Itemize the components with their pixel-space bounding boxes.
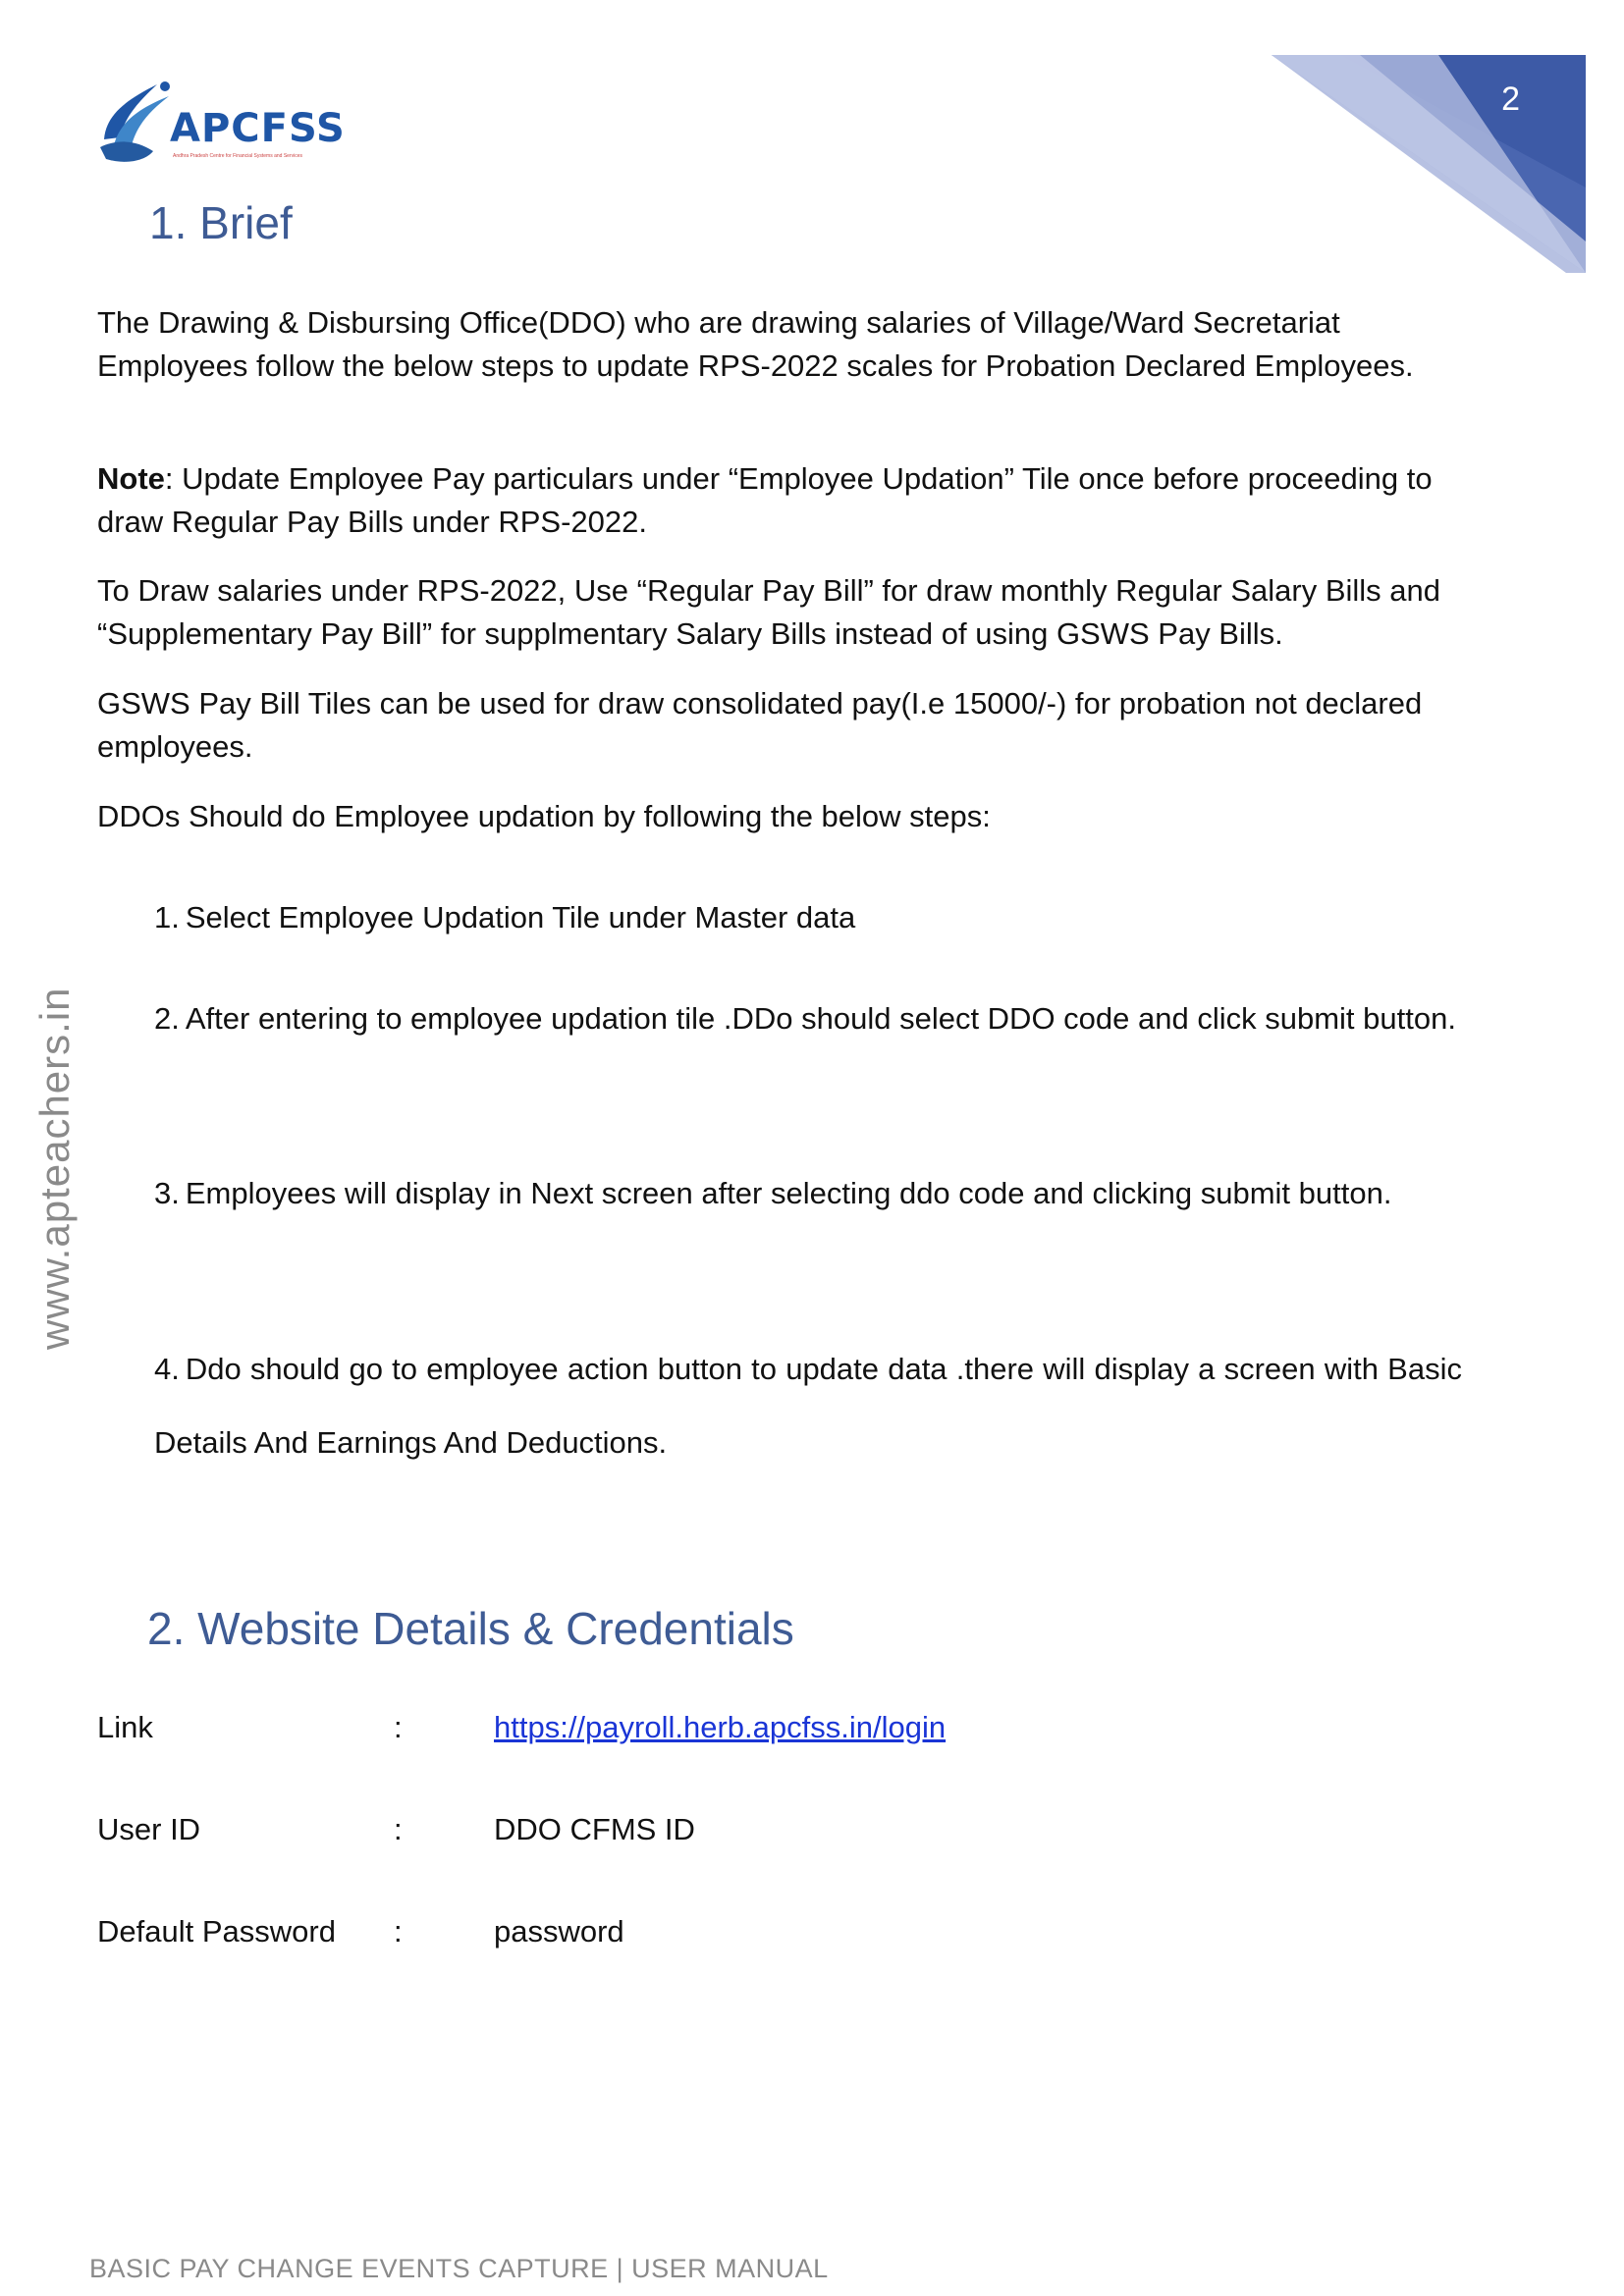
steps-intro: DDOs Should do Employee updation by following the below steps: bbox=[97, 799, 991, 833]
note-paragraph bbox=[97, 457, 1472, 544]
footer-text: BASIC PAY CHANGE EVENTS CAPTURE | USER MANUAL bbox=[89, 2254, 829, 2283]
step-item bbox=[154, 1332, 1462, 1479]
step-text: Select Employee Updation Tile under Master data bbox=[185, 900, 856, 934]
page-number: 2 bbox=[1501, 80, 1520, 118]
step-item bbox=[154, 982, 1462, 1055]
step-text: Employees will display in Next screen after selecting ddo code and clicking submit button. bbox=[185, 1176, 1392, 1210]
intro-paragraph: The Drawing & Disbursing Office(DDO) who are drawing salaries of Village/Ward Secretariat Employees follow the below steps to update RPS-2022 scales for Probation Declared Employees. bbox=[97, 305, 1414, 383]
note-text: : Update Employee Pay particulars under “Employee Updation” Tile once before proceeding to draw Regular Pay Bills under RPS-2022. bbox=[97, 461, 1433, 539]
credential-value: password bbox=[494, 1914, 624, 1949]
step-number: 2. bbox=[154, 1001, 180, 1036]
step-number: 1. bbox=[154, 900, 180, 934]
credential-label: Default Password bbox=[97, 1914, 336, 1949]
corner-decoration bbox=[1272, 55, 1586, 273]
note-label: Note bbox=[97, 461, 165, 496]
step-item bbox=[154, 881, 1462, 954]
credential-separator: : bbox=[394, 1914, 403, 1949]
section-heading-brief: 1. Brief bbox=[149, 197, 293, 248]
credential-label: User ID bbox=[97, 1812, 201, 1846]
step-number: 4. bbox=[154, 1352, 180, 1386]
credential-label: Link bbox=[97, 1710, 153, 1744]
step-item bbox=[154, 1156, 1462, 1230]
rps-paragraph: To Draw salaries under RPS-2022, Use “Regular Pay Bill” for draw monthly Regular Salary Bills and “Supplementary Pay Bill” for supplmentary Salary Bills instead of using GSWS Pay Bills. bbox=[97, 573, 1441, 651]
watermark: www.apteachers.in bbox=[31, 987, 78, 1350]
gsws-paragraph: GSWS Pay Bill Tiles can be used for draw consolidated pay(I.e 15000/-) for probation not declared employees. bbox=[97, 686, 1423, 764]
logo-text: APCFSS bbox=[170, 106, 346, 151]
step-text: Ddo should go to employee action button to update data .there will display a screen with Basic Details And Earnings And Deductions. bbox=[154, 1352, 1462, 1460]
section-heading-website: 2. Website Details & Credentials bbox=[147, 1603, 794, 1654]
login-link[interactable]: https://payroll.herb.apcfss.in/login bbox=[494, 1710, 947, 1744]
credential-separator: : bbox=[394, 1812, 403, 1846]
step-number: 3. bbox=[154, 1176, 180, 1210]
logo-subtitle: Andhra Pradesh Centre for Financial Systems and Services bbox=[173, 153, 303, 159]
logo-swoosh-icon bbox=[96, 71, 175, 169]
credential-separator: : bbox=[394, 1710, 403, 1744]
step-text: After entering to employee updation tile .DDo should select DDO code and click submit button. bbox=[185, 1001, 1456, 1036]
credential-value: DDO CFMS ID bbox=[494, 1812, 695, 1846]
apcfss-logo bbox=[96, 71, 346, 169]
